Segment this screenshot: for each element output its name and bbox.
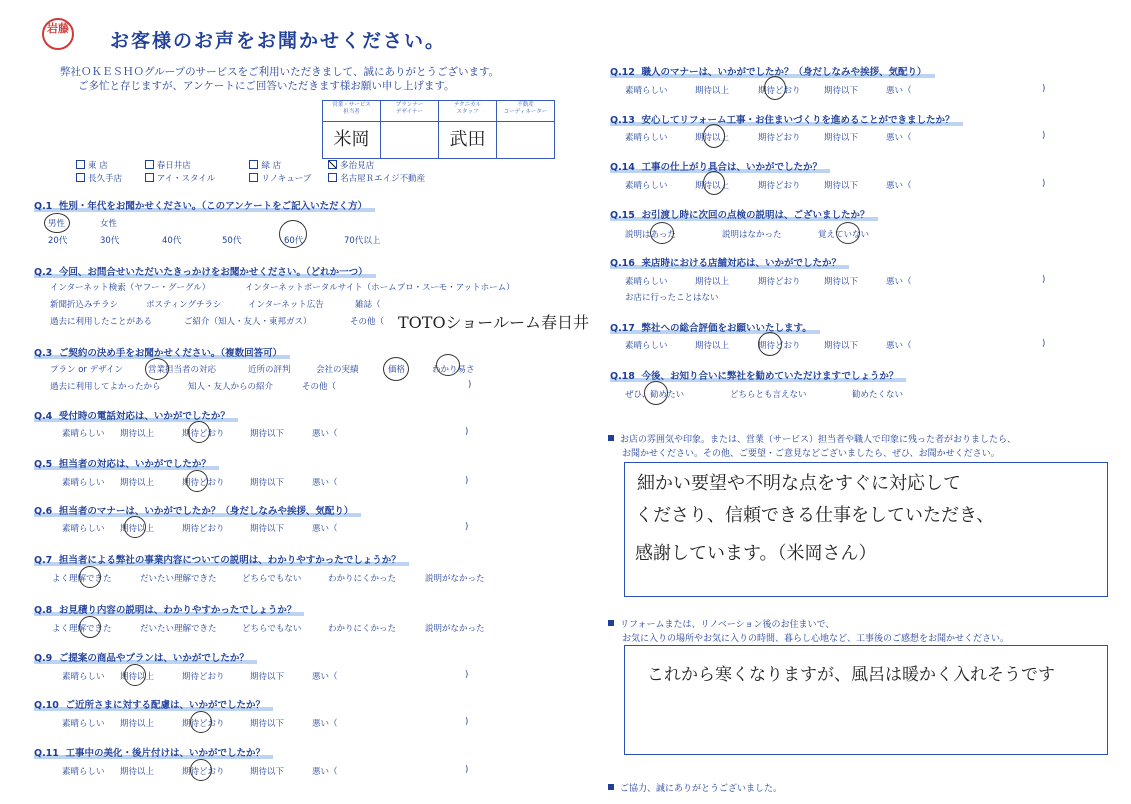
bullet-square-icon bbox=[608, 784, 614, 790]
q16-options bbox=[0, 275, 1131, 287]
answer-circle-mark bbox=[764, 76, 786, 100]
option-label[interactable]: 近所の評判 bbox=[248, 365, 291, 375]
option-label[interactable]: 期待以下 bbox=[250, 429, 285, 439]
option-label[interactable]: 説明がなかった bbox=[425, 574, 485, 584]
option-label[interactable]: 期待以下 bbox=[250, 524, 285, 534]
question-q4: Q.4 受付時の電話対応は、いかがでしたか？ bbox=[34, 408, 238, 422]
bullet-square-icon bbox=[608, 435, 614, 441]
option-label[interactable]: プラン or デザイン bbox=[50, 365, 124, 375]
option-label[interactable]: 期待どおり bbox=[182, 429, 225, 439]
answer-circle-mark bbox=[188, 421, 210, 443]
option-label[interactable]: わかりにくかった bbox=[328, 624, 397, 634]
option-label[interactable]: わかりにくかった bbox=[328, 574, 397, 584]
option-label[interactable]: 悪い（ bbox=[312, 672, 338, 682]
option-label[interactable]: 期待以下 bbox=[824, 341, 859, 351]
q12-options bbox=[0, 84, 1131, 96]
footer-thanks: ご協力、誠にありがとうございました。 bbox=[608, 781, 782, 794]
option-label[interactable]: 期待どおり bbox=[182, 767, 225, 777]
option-label[interactable]: だいたい理解できた bbox=[140, 624, 217, 634]
option-label[interactable]: 50代 bbox=[222, 236, 242, 246]
store-checkbox[interactable]: アイ・スタイル bbox=[145, 172, 233, 184]
answer-circle-mark bbox=[79, 566, 101, 588]
staff-value-technical[interactable]: 武田 bbox=[439, 122, 497, 159]
option-label[interactable]: 悪い（ bbox=[312, 524, 338, 534]
option-label[interactable]: 説明がなかった bbox=[425, 624, 485, 634]
q5-options bbox=[0, 476, 560, 488]
option-label[interactable]: 新聞折込みチラシ bbox=[50, 300, 119, 310]
option-label[interactable]: 期待以下 bbox=[824, 133, 859, 143]
option-label[interactable]: 期待以下 bbox=[250, 672, 285, 682]
bullet-square-icon bbox=[608, 620, 614, 626]
option-label[interactable]: 男性 bbox=[48, 219, 66, 229]
question-q5: Q.5 担当者の対応は、いかがでしたか？ bbox=[34, 456, 219, 470]
q18-options bbox=[0, 388, 1131, 400]
option-label[interactable]: 素晴らしい bbox=[62, 478, 105, 488]
option-label[interactable]: 期待以下 bbox=[250, 719, 285, 729]
answer-circle-mark bbox=[124, 516, 146, 538]
option-label[interactable]: 説明はなかった bbox=[722, 230, 782, 240]
option-label[interactable]: 素晴らしい bbox=[62, 524, 105, 534]
option-label: ) bbox=[465, 427, 469, 437]
question-q2: Q.2 今回、お問合せいただいたきっかけをお聞かせください。（どれか一つ） bbox=[34, 264, 376, 278]
answer-circle-mark bbox=[383, 357, 409, 381]
option-label[interactable]: インターネット検索（ヤフー・グーグル） bbox=[50, 283, 211, 293]
option-label[interactable]: 期待どおり bbox=[182, 719, 225, 729]
option-label[interactable]: 期待以上 bbox=[695, 133, 730, 143]
option-label[interactable]: 期待どおり bbox=[758, 133, 801, 143]
q17-options bbox=[0, 339, 1131, 351]
q4-options bbox=[0, 427, 560, 439]
intro-text-line2: ご多忙と存じますが、アンケートにご回答いただきます様お願い申し上げます。 bbox=[78, 80, 455, 92]
option-label[interactable]: その他（ bbox=[302, 382, 337, 392]
option-label[interactable]: 悪い（ bbox=[886, 277, 912, 287]
option-label[interactable]: 知人・友人からの紹介 bbox=[188, 382, 274, 392]
option-label[interactable]: 悪い（ bbox=[312, 767, 338, 777]
question-q17: Q.17 弊社への総合評価をお願いいたします。 bbox=[610, 320, 820, 334]
option-label[interactable]: 雑誌（ bbox=[355, 300, 381, 310]
store-row-1 bbox=[76, 159, 388, 171]
staff-value-sales[interactable]: 米岡 bbox=[323, 122, 381, 159]
option-label[interactable]: 期待以下 bbox=[250, 767, 285, 777]
option-label[interactable]: 70代以上 bbox=[344, 236, 381, 246]
question-q1: Q.1 性別・年代をお聞かせください。（このアンケートをご記入いただく方） bbox=[34, 198, 375, 212]
q9-options bbox=[0, 670, 560, 682]
option-label[interactable]: 素晴らしい bbox=[625, 181, 668, 191]
option-label[interactable]: 営業担当者の対応 bbox=[148, 365, 217, 375]
option-label[interactable]: 素晴らしい bbox=[62, 719, 105, 729]
question-q3: Q.3 ご契約の決め手をお聞かせください。（複数回答可） bbox=[34, 345, 290, 359]
comment2-answer-line1: これから寒くなりますが、風呂は暖かく入れそうです bbox=[647, 665, 1055, 685]
staff-table bbox=[322, 100, 555, 159]
option-label[interactable]: 期待どおり bbox=[758, 341, 801, 351]
question-q18: Q.18 今後、お知り合いに弊社を勧めていただけますでしょうか？ bbox=[610, 368, 906, 382]
option-label: ) bbox=[1042, 339, 1046, 349]
option-label[interactable]: よく理解できた bbox=[52, 574, 112, 584]
option-label[interactable]: 期待以上 bbox=[695, 181, 730, 191]
option-label[interactable]: 期待以上 bbox=[120, 767, 155, 777]
store-checkbox[interactable]: 春日井店 bbox=[145, 159, 233, 171]
q10-options bbox=[0, 717, 560, 729]
comment1-answer-line3: 感謝しています。（米岡さん） bbox=[635, 543, 877, 564]
option-label[interactable]: 60代 bbox=[284, 236, 304, 246]
option-label[interactable]: 期待以上 bbox=[120, 719, 155, 729]
answer-circle-mark bbox=[79, 616, 101, 638]
option-label[interactable]: ポスティングチラシ bbox=[146, 300, 222, 310]
option-label[interactable]: 期待どおり bbox=[758, 86, 801, 96]
option-label[interactable]: 素晴らしい bbox=[625, 277, 668, 287]
option-label: ) bbox=[1042, 275, 1046, 285]
intro-text-line1: 弊社ＯＫＥＳＨＯグループのサービスをご利用いただきまして、誠にありがとうございます。 bbox=[60, 66, 500, 78]
survey-title: お客様のお声をお聞かせください。 bbox=[110, 30, 447, 52]
option-label[interactable]: 期待以下 bbox=[250, 478, 285, 488]
option-label[interactable]: 期待どおり bbox=[182, 478, 225, 488]
option-label[interactable]: 40代 bbox=[162, 236, 182, 246]
option-label[interactable]: 価格 bbox=[388, 365, 406, 375]
store-checkbox[interactable]: 緑 店 bbox=[249, 159, 311, 171]
option-label[interactable]: 期待以上 bbox=[695, 86, 730, 96]
question-q11: Q.11 工事中の美化・後片付けは、いかがでしたか？ bbox=[34, 745, 273, 759]
comment2-textarea[interactable] bbox=[624, 645, 1108, 755]
staff-header-realestate: 不動産 コーディネーター bbox=[497, 101, 555, 122]
option-label[interactable]: 期待以上 bbox=[120, 478, 155, 488]
answer-circle-mark bbox=[758, 332, 782, 356]
question-q15: Q.15 お引渡し時に次回の点検の説明は、ございましたか？ bbox=[610, 207, 878, 221]
option-label[interactable]: 期待以上 bbox=[120, 672, 155, 682]
question-q14: Q.14 工事の仕上がり具合は、いかがでしたか？ bbox=[610, 159, 830, 173]
option-label[interactable]: 素晴らしい bbox=[625, 133, 668, 143]
question-q6: Q.6 担当者のマナーは、いかがでしたか？（身だしなみや挨拶、気配り） bbox=[34, 503, 361, 517]
q11-options bbox=[0, 765, 560, 777]
option-label[interactable]: 期待どおり bbox=[758, 277, 801, 287]
option-label: ) bbox=[465, 717, 469, 727]
option-label: ) bbox=[1042, 179, 1046, 189]
option-label[interactable]: 悪い（ bbox=[886, 133, 912, 143]
answer-circle-mark bbox=[186, 470, 208, 492]
option-label[interactable]: だいたい理解できた bbox=[140, 574, 217, 584]
option-label[interactable]: 悪い（ bbox=[886, 86, 912, 96]
option-label: ) bbox=[465, 476, 469, 486]
staff-header-technical: テクニカル スタッフ bbox=[439, 101, 497, 122]
option-label[interactable]: よく理解できた bbox=[52, 624, 112, 634]
option-label[interactable]: 悪い（ bbox=[312, 478, 338, 488]
checkbox-icon bbox=[145, 160, 154, 169]
option-label[interactable]: 期待以上 bbox=[120, 524, 155, 534]
store-checkbox[interactable]: 名古屋Ｒエイジ不動産 bbox=[328, 172, 425, 184]
option-label[interactable]: ぜひ、勧めたい bbox=[625, 390, 685, 400]
option-label[interactable]: 期待以上 bbox=[695, 341, 730, 351]
option-label[interactable]: その他（ bbox=[350, 317, 385, 327]
option-label[interactable]: 悪い（ bbox=[312, 719, 338, 729]
store-checkbox-checked[interactable]: 多治見店 bbox=[328, 159, 374, 171]
option-label[interactable]: 会社の実績 bbox=[316, 365, 359, 375]
option-label[interactable]: どちらでもない bbox=[242, 624, 302, 634]
question-q16: Q.16 来店時における店舗対応は、いかがでしたか？ bbox=[610, 255, 849, 269]
q6-options bbox=[0, 522, 560, 534]
option-label[interactable]: 期待以上 bbox=[695, 277, 730, 287]
question-q8: Q.8 お見積り内容の説明は、わかりやすかったでしょうか？ bbox=[34, 602, 304, 616]
checkbox-icon bbox=[249, 160, 258, 169]
option-label[interactable]: 素晴らしい bbox=[625, 86, 668, 96]
answer-circle-mark bbox=[190, 711, 212, 733]
comment1-prompt-line2: お聞かせください。その他、ご要望・ご意見などございましたら、ぜひ、お聞かせください。 bbox=[622, 449, 1000, 459]
answer-circle-mark bbox=[145, 358, 169, 380]
option-label[interactable]: 悪い（ bbox=[886, 181, 912, 191]
question-q7: Q.7 担当者による弊社の事業内容についての説明は、わかりやすかったでしょうか？ bbox=[34, 552, 409, 566]
answer-circle-mark bbox=[650, 222, 674, 244]
checkbox-icon bbox=[76, 160, 85, 169]
store-checkbox[interactable]: リノキューブ bbox=[249, 172, 311, 184]
option-label[interactable]: 悪い（ bbox=[312, 429, 338, 439]
option-label[interactable]: 期待どおり bbox=[182, 524, 225, 534]
option-label[interactable]: 期待どおり bbox=[758, 181, 801, 191]
store-checkbox[interactable]: 東 店 bbox=[76, 159, 128, 171]
comment1-answer-line2: くださり、信頼できる仕事をしていただき、 bbox=[635, 505, 995, 526]
q16-extra-option[interactable]: お店に行ったことはない bbox=[625, 293, 719, 303]
comment1-textarea[interactable] bbox=[624, 462, 1108, 597]
option-label[interactable]: 素晴らしい bbox=[62, 767, 105, 777]
option-label[interactable]: わかり易さ bbox=[432, 365, 475, 375]
question-q12: Q.12 職人のマナーは、いかがでしたか？（身だしなみや挨拶、気配り） bbox=[610, 64, 935, 78]
option-label[interactable]: 勧めたくない bbox=[852, 390, 904, 400]
q15-options bbox=[0, 228, 1131, 240]
option-label[interactable]: ご紹介（知人・友人・東邦ガス） bbox=[184, 317, 312, 327]
option-label: ) bbox=[465, 670, 469, 680]
comment1-prompt-line1: お店の雰囲気や印象。または、営業（サービス）担当者や職人で印象に残った者がおりましたら、 bbox=[608, 432, 1016, 445]
option-label[interactable]: 女性 bbox=[100, 219, 118, 229]
q3-options-line1 bbox=[0, 363, 560, 375]
answer-circle-mark bbox=[436, 354, 460, 376]
option-label[interactable]: 期待以下 bbox=[824, 86, 859, 96]
option-label[interactable]: 説明はあった bbox=[625, 230, 676, 240]
question-q9: Q.9 ご提案の商品やプランは、いかがでしたか？ bbox=[34, 650, 257, 664]
option-label[interactable]: 悪い（ bbox=[886, 341, 912, 351]
option-label: ) bbox=[1042, 84, 1046, 94]
option-label[interactable]: 期待以上 bbox=[120, 429, 155, 439]
comment2-prompt-line1: リフォームまたは、リノベーション後のお住まいで、 bbox=[608, 617, 834, 630]
option-label[interactable]: 覚えていない bbox=[818, 230, 870, 240]
answer-circle-mark bbox=[644, 381, 668, 405]
option-label[interactable]: インターネット広告 bbox=[248, 300, 324, 310]
option-label[interactable]: 過去に利用したことがある bbox=[50, 317, 153, 327]
question-q10: Q.10 ご近所さまに対する配慮は、いかがでしたか？ bbox=[34, 697, 273, 711]
store-checkbox[interactable]: 長久手店 bbox=[76, 172, 128, 184]
answer-circle-mark bbox=[190, 759, 212, 781]
q2-options-line2 bbox=[0, 298, 560, 310]
option-label[interactable]: 素晴らしい bbox=[625, 341, 668, 351]
staff-header-sales: 営業・サービス 担当者 bbox=[323, 101, 381, 122]
option-label[interactable]: 30代 bbox=[100, 236, 120, 246]
checkbox-checked-icon bbox=[328, 160, 337, 169]
option-label: ) bbox=[465, 765, 469, 775]
q14-options bbox=[0, 179, 1131, 191]
option-label: ) bbox=[468, 380, 472, 390]
company-seal-stamp: 岩藤 bbox=[42, 18, 74, 50]
answer-circle-mark bbox=[836, 222, 860, 244]
answer-circle-mark bbox=[124, 664, 146, 686]
q13-options bbox=[0, 131, 1131, 143]
option-label[interactable]: どちらでもない bbox=[242, 574, 302, 584]
answer-circle-mark bbox=[703, 171, 725, 195]
comment2-prompt-line2: お気に入りの場所やお気に入りの時間、暮らし心地など、工事後のご感想をお聞かせください。 bbox=[622, 634, 1010, 644]
question-q13: Q.13 安心してリフォーム工事・お住まいづくりを進めることができましたか？ bbox=[610, 112, 963, 126]
option-label[interactable]: 20代 bbox=[48, 236, 68, 246]
option-label[interactable]: 期待以下 bbox=[824, 277, 859, 287]
option-label[interactable]: インターネットポータルサイト（ホームプロ・スーモ・アットホーム） bbox=[245, 283, 515, 293]
option-label[interactable]: 期待以下 bbox=[824, 181, 859, 191]
staff-header-planner: プランナー デザイナー bbox=[381, 101, 439, 122]
comment1-answer-line1: 細かい要望や不明な点をすぐに対応して bbox=[637, 473, 961, 494]
option-label: ) bbox=[1042, 131, 1046, 141]
option-label: ) bbox=[465, 522, 469, 532]
option-label[interactable]: 期待どおり bbox=[182, 672, 225, 682]
option-label[interactable]: どちらとも言えない bbox=[730, 390, 807, 400]
option-label[interactable]: 過去に利用してよかったから bbox=[50, 382, 161, 392]
q2-handwritten-other[interactable]: TOTOショールーム春日井 bbox=[398, 313, 589, 332]
answer-circle-mark bbox=[703, 124, 725, 148]
option-label[interactable]: 素晴らしい bbox=[62, 429, 105, 439]
option-label[interactable]: 素晴らしい bbox=[62, 672, 105, 682]
